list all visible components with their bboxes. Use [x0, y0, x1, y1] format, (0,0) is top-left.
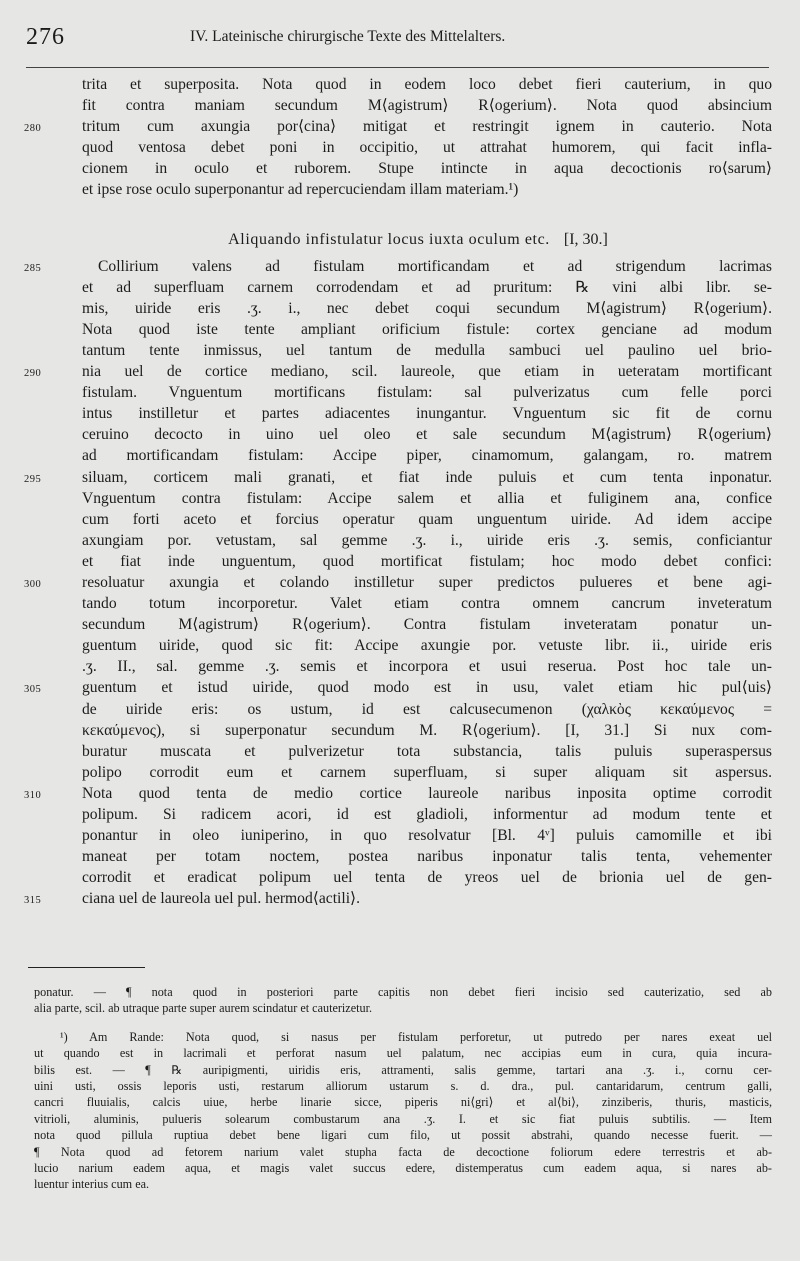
text-line [24, 467, 772, 488]
line-text: tando totum incorporetur. Valet etiam contra omnem cancrum inveteratum [82, 595, 772, 613]
footnote-line: cancri fluuialis, calcis uiue, herbe linarie sicce, piperis ni⟨gri⟩ et al⟨bi⟩, zinziberis, thuris, masticis, [34, 1095, 772, 1110]
footnote-line: ¶ Nota quod ad fetorem narium valet stupha facta de decoctione foliorum edere terrestris et ab- [34, 1144, 772, 1159]
footnote-line: bilis est. — ¶ ℞ auripigmenti, uiridis eris, attramenti, salis gemme, tartari ana .ʒ. i., cornu cer- [34, 1062, 772, 1077]
running-head: IV. Lateinische chirurgische Texte des Mittelalters. [190, 28, 506, 45]
footnote-line: vitrioli, aluminis, pulueris solearum combustarum ana .ʒ. I. et sic fiat puluis subtilis. — Item [34, 1111, 772, 1126]
text-line [24, 741, 772, 762]
text-line [24, 256, 772, 277]
line-text: maneat per totam noctem, postea naribus inponatur talis tenta, vehementer [82, 848, 772, 866]
line-number: 285 [24, 262, 42, 274]
line-text: axungiam por. vetustam, sal gemme .ʒ. i., uiride eris .ʒ. semis, conficiantur [82, 531, 772, 549]
text-line [24, 614, 772, 635]
text-line [24, 488, 772, 509]
section-heading [24, 223, 772, 256]
line-text: siluam, corticem mali granati, et fiat inde puluis et cum tenta inponatur. [82, 468, 772, 486]
line-text: ciana uel de laureola uel pul. hermod⟨actili⟩. [82, 890, 361, 908]
line-text: et ad superfluam carnem corrodendam et ad pruritum: ℞ vini albi libr. se- [82, 278, 772, 296]
text-line [24, 298, 772, 319]
text-line [24, 340, 772, 361]
line-text: cum forti aceto et forcius operatur quam unguentum uiride. Ad idem accipe [82, 510, 772, 528]
footnote-line: uini usti, ossis leporis usti, restarum alliorum ustarum s. d. dra., pul. cantaridarum, centrum galli, [34, 1078, 772, 1093]
text-line [24, 403, 772, 424]
footnote-line: luentur interius cum ea. [34, 1177, 150, 1192]
line-text: intus instilletur et partes adiacentes inungantur. Vnguentum sic fit de cornu [82, 405, 772, 423]
footnote-line: ¹) Am Rande: Nota quod, si nasus per fistulam perforetur, ut putredo per nares exeat uel [60, 1029, 772, 1044]
line-number: 315 [24, 895, 42, 907]
line-text: polipo corrodit eum et carnem superfluam, si super aliquam sit aspersus. [82, 763, 772, 781]
text-line [24, 530, 772, 551]
text-line [24, 699, 772, 720]
text-line [24, 804, 772, 825]
text-line [24, 445, 772, 466]
line-text: corrodit et eradicat polipum uel tenta de yreos uel de brionia uel de gen- [82, 869, 772, 887]
text-line [24, 509, 772, 530]
line-text: tantum tente inmissus, uel tantum de medulla sambuci uel paulino uel brio- [82, 341, 772, 359]
line-number: 280 [24, 123, 42, 135]
line-text: buratur muscata et pulverizetur tota substancia, talis puluis superaspersus [82, 742, 772, 760]
line-text: de uiride eris: os ustum, id est calcusecumenon (χαλκὸς κεκαύμενος = [82, 700, 772, 718]
text-line [24, 382, 772, 403]
line-text: quod ventosa debet poni in occipitio, ut attrahat humorem, qui facit infla- [82, 139, 772, 157]
line-number: 290 [24, 368, 42, 380]
text-line [24, 593, 772, 614]
line-text: ponantur in oleo iuniperino, in quo resolvatur [Bl. 4ᵛ] puluis camomille et ibi [82, 827, 772, 845]
text-line [24, 179, 772, 200]
page-number: 276 [26, 24, 65, 50]
text-line [24, 319, 772, 340]
line-text: fit contra maniam secundum M⟨agistrum⟩ R⟨ogerium⟩. Nota quod absincium [82, 97, 772, 115]
text-line [24, 551, 772, 572]
text-line [24, 116, 772, 137]
header-rule [26, 67, 769, 68]
line-text: et ipse rose oculo superponantur ad repercuciendam illam materiam.¹) [82, 181, 519, 199]
line-text: ad mortificandam fistulam: Accipe piper, cinamomum, galangam, ro. matrem [82, 447, 772, 465]
text-line [24, 867, 772, 888]
text-line [24, 783, 772, 804]
line-text: fistulam. Vnguentum mortificans fistulam: sal pulverizatus cum felle porci [82, 384, 772, 402]
text-line [24, 137, 772, 158]
footnote-line: ponatur. — ¶ nota quod in posteriori parte capitis non debet fieri incisio sed cauterizatio, sed ab [34, 985, 772, 999]
text-line [24, 846, 772, 867]
line-text: Nota quod iste tente ampliant orificium fistule: cortex genciane ad modum [82, 320, 772, 338]
text-line [24, 572, 772, 593]
line-text: mis, uiride eris .ʒ. i., nec debet coqui secundum M⟨agistrum⟩ R⟨ogerium⟩. [82, 299, 772, 317]
text-line [24, 95, 772, 116]
footnotes [24, 984, 772, 1193]
line-number: 305 [24, 684, 42, 696]
line-text: cionem in oculo et ruborem. Stupe intincte in aqua decoctionis ro⟨sarum⟩ [82, 160, 772, 178]
line-text: nia uel de cortice mediano, scil. laureole, que etiam in ueteratam mortificant [82, 363, 772, 381]
line-text: Collirium valens ad fistulam mortificandam et ad strigendum lacrimas [98, 257, 772, 275]
line-number: 295 [24, 473, 42, 485]
text-line [24, 158, 772, 179]
line-text: tritum cum axungia por⟨cina⟩ mitigat et restringit ignem in cauterio. Nota [82, 118, 772, 136]
footnote-line: nota quod pillula ruptiua debet bene ligari cum filo, ut possit abstrahi, quando necesse fuerit. — [34, 1128, 772, 1143]
line-number: 310 [24, 789, 42, 801]
paragraph-1 [24, 74, 772, 201]
line-text: guentum uiride, quod sic fit: Accipe axungie por. vetuste libr. ii., uiride eris [82, 637, 772, 655]
text-line [24, 656, 772, 677]
section-title: Aliquando infistulatur locus iuxta oculum etc. [228, 230, 550, 248]
line-text: polipum. Si radicem acori, id est gladioli, informentur ad modum tente et [82, 806, 772, 823]
text-line [24, 74, 772, 95]
line-text: ceruino decocto in uino uel oleo et sale secundum M⟨agistrum⟩ R⟨ogerium⟩ [82, 426, 772, 444]
footnote-line: alia parte, scil. ab utraque parte super aurem scindatur et cauterizetur. [34, 1001, 373, 1016]
line-number: 300 [24, 578, 42, 590]
page-header [0, 22, 800, 58]
footnote-line: lucio narium eadem aqua, et magis valet succus edere, distemperatus cum eadem aqua, si nares ab- [34, 1160, 772, 1175]
line-text: Nota quod tenta de medio cortice laureole naribus inposita optime corrodit [82, 784, 772, 802]
line-text: Vnguentum contra fistulam: Accipe salem et allia et fuliginem ana, confice [82, 489, 772, 507]
line-text: et fiat inde unguentum, quod mortificat fistulam; hoc modo debet confici: [82, 552, 772, 570]
text-line [24, 762, 772, 783]
line-text: resoluatur axungia et colando instilletur super predictos pulueres et bene agi- [82, 573, 772, 591]
line-text: trita et superposita. Nota quod in eodem loco debet fieri cauterium, in quo [82, 76, 772, 93]
text-line [24, 720, 772, 741]
text-line [24, 677, 772, 698]
line-text: κεκαύμενος), si superponatur secundum M. R⟨ogerium⟩. [I, 31.] Si nux com- [82, 721, 772, 739]
text-line [24, 825, 772, 846]
text-line [24, 635, 772, 656]
footnote-line: ut quando est in lacrimali et perforat nasum uel palatum, nec accipias eum in cura, quia incura- [34, 1046, 772, 1061]
line-text: secundum M⟨agistrum⟩ R⟨ogerium⟩. Contra fistulam inveteratam ponatur un- [82, 616, 772, 634]
paragraph-2 [24, 256, 772, 910]
text-line [24, 277, 772, 298]
line-text: guentum et istud uiride, quod modo est in usu, valet etiam hic pul⟨uis⟩ [82, 679, 772, 697]
section-reference: [I, 30.] [563, 230, 608, 248]
line-text: .ʒ. II., sal. gemme .ʒ. semis et incorpora et usui reserua. Post hoc tale un- [82, 658, 772, 676]
footnote-rule [28, 967, 145, 968]
text-line [24, 361, 772, 382]
section-gap [24, 201, 772, 223]
text-line [24, 888, 772, 909]
text-line [24, 424, 772, 445]
main-text [24, 74, 772, 909]
